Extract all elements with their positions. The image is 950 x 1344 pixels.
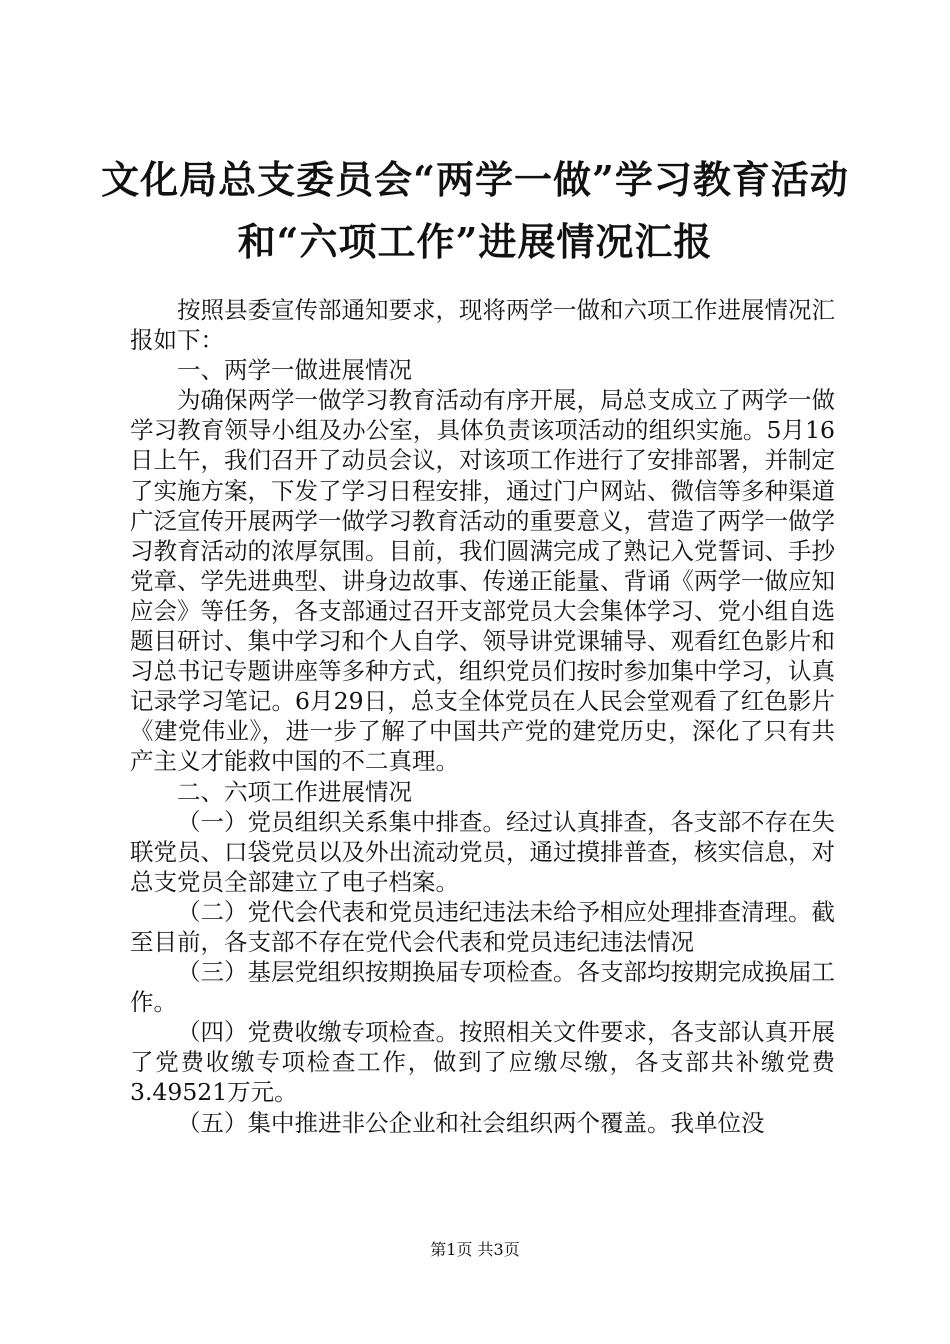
intro-paragraph: 按照县委宣传部通知要求，现将两学一做和六项工作进展情况汇报如下： — [130, 296, 835, 355]
document-title-line-2: 和“六项工作”进展情况汇报 — [237, 219, 713, 264]
body-paragraph: （一）党员组织关系集中排查。经过认真排查，各支部不存在失联党员、口袋党员以及外出流动党员，通过摸排普查，核实信息，对总支党员全部建立了电子档案。 — [130, 807, 835, 896]
document-body — [130, 295, 835, 1138]
body-paragraph: （二）党代会代表和党员违纪违法未给予相应处理排查清理。截至目前，各支部不存在党代会代表和党员违纪违法情况 — [130, 897, 835, 956]
body-paragraph: （五）集中推进非公企业和社会组织两个覆盖。我单位没 — [177, 1108, 765, 1137]
section-heading-1: 一、两学一做进展情况 — [177, 356, 412, 385]
body-paragraph: （四）党费收缴专项检查。按照相关文件要求，各支部认真开展了党费收缴专项检查工作，做到了应缴尽缴，各支部共补缴党费3.49521万元。 — [130, 1018, 835, 1107]
document-title-line-1: 文化局总支委员会“两学一做”学习教育活动 — [101, 157, 849, 202]
page-number-footer: 第1页 共3页 — [430, 1240, 520, 1259]
body-paragraph: 为确保两学一做学习教育活动有序开展，局总支成立了两学一做学习教育领导小组及办公室，具体负责该项活动的组织实施。5月16日上午，我们召开了动员会议，对该项工作进行了安排部署，并制定了实施方案，下发了学习日程安排，通过门户网站、微信等多种渠道广泛宣传开展两学一做学习教育活动的重要意义，营造了两学一做学习教育活动的浓厚氛围。目前，我们圆满完成了熟记入党誓词、手抄党章、学先进典型、讲身边故事、传递正能量、背诵《两学一做应知应会》等任务，各支部通过召开支部党员大会集体学习、党小组自选题目研讨、集中学习和个人自学、领导讲党课辅导、观看红色影片和习总书记专题讲座等多种方式，组织党员们按时参加集中学习，认真记录学习笔记。6月29日，总支全体党员在人民会堂观看了红色影片《建党伟业》，进一步了解了中国共产党的建党历史，深化了只有共产主义才能救中国的不二真理。 — [130, 386, 835, 776]
section-heading-2: 二、六项工作进展情况 — [177, 777, 412, 806]
body-paragraph: （三）基层党组织按期换届专项检查。各支部均按期完成换届工作。 — [130, 958, 835, 1017]
